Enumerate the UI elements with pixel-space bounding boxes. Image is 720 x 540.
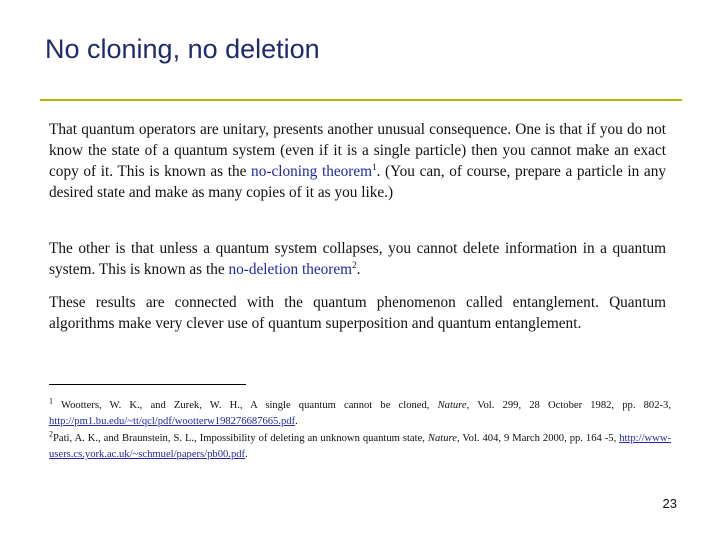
footnote-marker: 2: [49, 429, 53, 439]
footnote-divider: [49, 384, 246, 385]
footnote-text: , Vol. 404, 9 March 2000, pp. 164 -5,: [456, 433, 620, 444]
paragraph-entanglement: These results are connected with the quantum phenomenon called entanglement. Quantum algorithms make very clever use of quantum superposition and quantum entanglement.: [49, 294, 666, 332]
page-number: 23: [662, 496, 677, 511]
slide-title: No cloning, no deletion: [45, 34, 320, 64]
footnote-ref-2: 2: [352, 259, 357, 270]
footnote-ref-1: 1: [372, 161, 377, 172]
footnote-text: , Vol. 299, 28 October 1982, pp. 802-3,: [466, 400, 671, 411]
paragraph-text: That quantum operators are unitary, presents another unusual consequence. One is that if you do not know the state of a quantum system (even if it is a single particle) then you cannot make an exact copy of it. This is known as the: [49, 121, 666, 180]
footnote-2: [49, 431, 671, 463]
footnote-text: .: [295, 416, 298, 427]
footnote-1: [49, 398, 671, 430]
no-cloning-term: no-cloning theorem: [251, 163, 373, 180]
footnote-text: Wootters, W. K., and Zurek, W. H., A single quantum cannot be cloned,: [53, 400, 438, 411]
paragraph-text: The other is that unless a quantum system collapses, you cannot delete information in a quantum system. This is known as the: [49, 240, 666, 278]
title-divider: [40, 99, 682, 101]
paragraph-no-deletion: [49, 238, 666, 280]
footnote-text: .: [245, 449, 248, 460]
paragraph-no-cloning: [49, 119, 666, 203]
paragraph-text: .: [356, 261, 361, 278]
footnote-text: Pati, A. K., and Braunstein, S. L., Impossibility of deleting an unknown quantum state,: [53, 433, 428, 444]
footnote-1-link[interactable]: http://pm1.bu.edu/~tt/qcl/pdf/wootterw198276687665.pdf: [49, 416, 296, 427]
footnote-marker: 1: [49, 396, 53, 406]
no-deletion-term: no-deletion theorem: [228, 261, 353, 278]
paragraph-text: . (You can, of course, prepare a particle in any desired state and make as many copies of it as you like.): [49, 163, 667, 201]
journal-name: Nature: [437, 400, 467, 411]
footnote-2-link[interactable]: http://www-users.cs.york.ac.uk/~schmuel/papers/pb00.pdf: [49, 433, 671, 460]
journal-name: Nature: [427, 433, 457, 444]
